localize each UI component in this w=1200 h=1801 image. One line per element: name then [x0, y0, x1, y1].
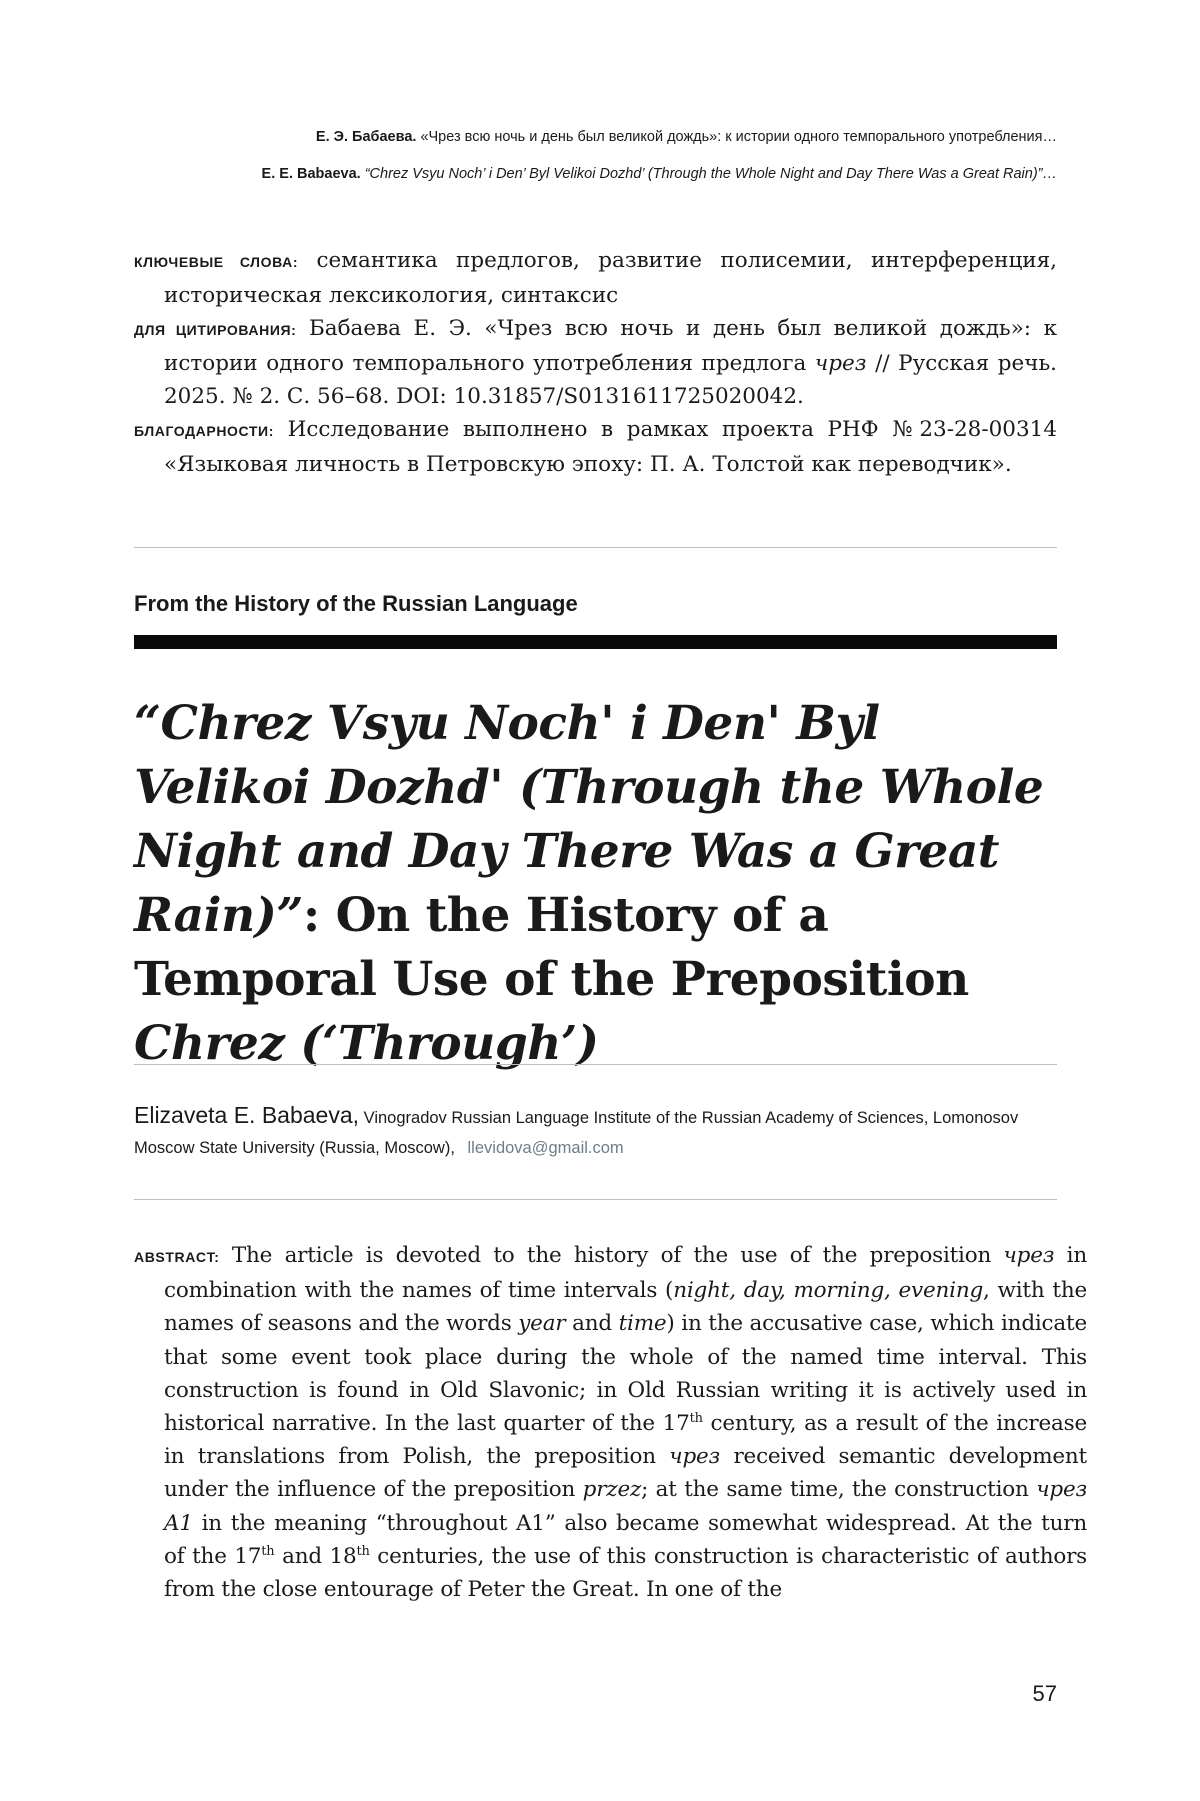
- abstract-text: in the meaning “throughout A1” also became somewhat widespread. At the turn of the 17: [164, 1510, 1087, 1569]
- abstract-text: and: [565, 1311, 619, 1337]
- citation-text-italic: чрез: [814, 351, 867, 376]
- divider: [134, 1064, 1057, 1065]
- citation-block: [134, 312, 1057, 413]
- abstract-italic: чрез: [669, 1444, 721, 1470]
- section-label: From the History of the Russian Language: [134, 591, 578, 616]
- keywords-label: КЛЮЧЕВЫЕ СЛОВА:: [134, 254, 299, 270]
- author-name: Elizaveta E. Babaeva,: [134, 1102, 360, 1128]
- citation-label: ДЛЯ ЦИТИРОВАНИЯ:: [134, 322, 297, 338]
- article-title: [134, 692, 1057, 1076]
- abstract-italic: time: [618, 1311, 667, 1337]
- abstract-text: century, as a result of the increase in translations from Polish, the preposition: [164, 1411, 1088, 1470]
- abstract-italic: przez: [582, 1477, 642, 1503]
- abstract-text: The article is devoted to the history of the use of the preposition: [231, 1243, 1004, 1268]
- abstract-label: ABSTRACT:: [134, 1249, 220, 1265]
- abstract-text: in combination with the names of time intervals (: [164, 1243, 1087, 1304]
- divider: [134, 547, 1057, 548]
- acknowledgments-text: Исследование выполнено в рамках проекта РНФ №23-28-00314 «Языковая личность в Петровскую эпоху: П. А. Толстой как переводчик».: [164, 417, 1057, 477]
- page-number: 57: [1032, 1681, 1057, 1706]
- abstract-text: and 18: [274, 1543, 357, 1569]
- divider: [134, 1199, 1057, 1200]
- title-italic-end: Chrez (‘Through’): [134, 1016, 599, 1071]
- running-head-ru-author: Е. Э. Бабаева.: [315, 129, 417, 145]
- article-metadata: [134, 244, 1057, 481]
- abstract-italic: чрез A1: [164, 1477, 1087, 1536]
- title-plain-part: On the History of a Temporal Use of the Preposition: [134, 888, 969, 1007]
- abstract-italic: чрез: [1003, 1243, 1055, 1268]
- abstract-superscript: th: [261, 1543, 275, 1559]
- abstract-superscript: th: [689, 1410, 703, 1426]
- running-head-ru-title: «Чрез всю ночь и день был великой дождь»: к истории одного темпорального употребления…: [420, 129, 1057, 145]
- abstract-text: ; at the same time, the construction: [641, 1477, 1037, 1503]
- abstract-text: centuries, the use of this construction is characteristic of authors from the close entourage of Peter the Great. In one of the: [164, 1543, 1087, 1603]
- abstract-text: ) in the accusative case, which indicate that some event took place during the whole of the named time interval. This construction is found in Old Slavonic; in Old Russian writing it is actively used in historical narrative. In the last quarter of the 17: [164, 1311, 1087, 1437]
- abstract: [134, 1239, 1087, 1606]
- abstract-italic: year: [518, 1311, 566, 1337]
- author-email-link[interactable]: llevidova@gmail.com: [467, 1139, 624, 1157]
- abstract-italic: night, day, morning, evening: [673, 1278, 984, 1304]
- title-colon: :: [302, 888, 320, 943]
- abstract-superscript: th: [356, 1543, 370, 1559]
- acknowledgments-label: БЛАГОДАРНОСТИ:: [134, 423, 274, 439]
- author-block: [134, 1100, 1057, 1163]
- running-head-english: [262, 166, 1057, 182]
- running-head-russian: [316, 129, 1057, 145]
- author-affiliation: Vinogradov Russian Language Institute of the Russian Academy of Sciences, Lomonosov Moscow State University (Russia, Moscow),: [134, 1109, 1019, 1157]
- abstract-text: , with the names of seasons and the words: [164, 1278, 1087, 1337]
- acknowledgments-block: [134, 413, 1057, 481]
- citation-text-end: // Русская речь. 2025. № 2. С. 56–68. DOI: 10.31857/S0131611725020042.: [164, 351, 1058, 409]
- running-head-en-author: E. E. Babaeva.: [261, 166, 361, 182]
- abstract-text: received semantic development under the influence of the preposition: [164, 1444, 1087, 1503]
- running-head-en-title: “Chrez Vsyu Noch’ i Den’ Byl Velikoi Dozhd’ (Through the Whole Night and Day There Was a Great Rain)”…: [364, 166, 1057, 182]
- citation-text-start: Бабаева Е. Э. «Чрез всю ночь и день был великой дождь»: к истории одного темпорального употребления предлога: [164, 316, 1058, 376]
- section-rule: [134, 635, 1057, 649]
- title-italic-part: “Chrez Vsyu Noch' i Den' Byl Velikoi Dozhd' (Through the Whole Night and Day There Was a Great Rain)”: [134, 696, 1044, 943]
- keywords-block: [134, 244, 1057, 312]
- keywords-text: семантика предлогов, развитие полисемии, интерференция, историческая лексикология, синтаксис: [164, 248, 1058, 308]
